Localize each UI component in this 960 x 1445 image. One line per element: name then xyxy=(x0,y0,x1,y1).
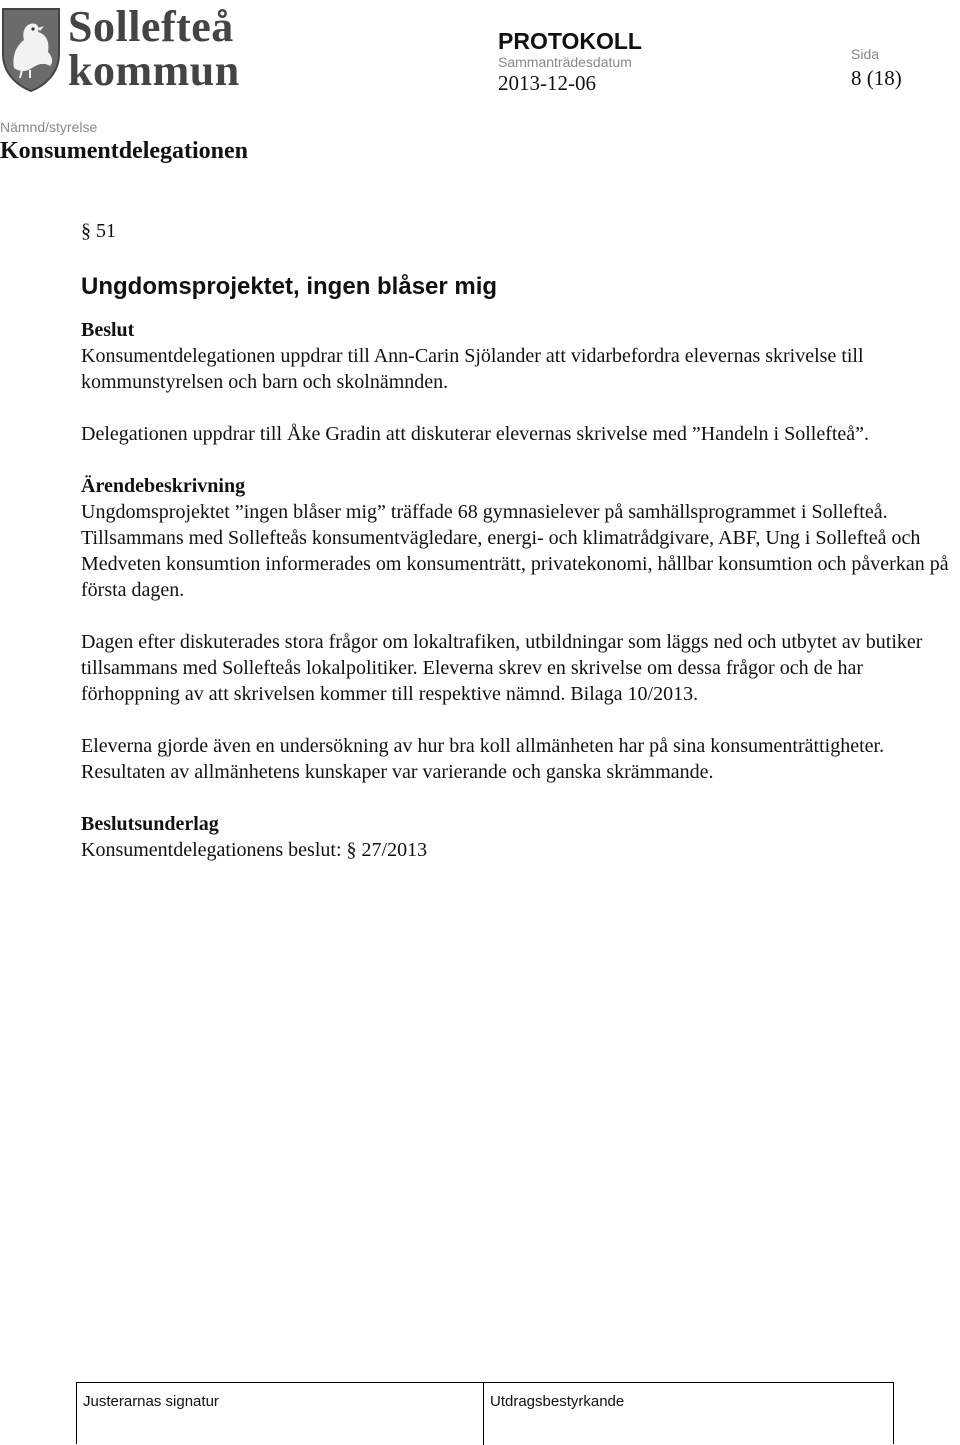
protocol-section xyxy=(81,216,960,863)
extract-label: Utdragsbestyrkande xyxy=(490,1393,625,1410)
basis-text: Konsumentdelegationens beslut: § 27/2013 xyxy=(81,839,428,861)
description-paragraph: Ungdomsprojektet ”ingen blåser mig” träffade 68 gymnasielever på samhällsprogrammet i Sollefteå. Tillsammans med Sollefteås konsumentvägledare, energi- och klimatrådgivare, ABF, Ung i Sollefteå och Medveten konsumtion informerades om konsumenträtt, privatekonomi, hållbar konsumtion och påverkan på första dagen. xyxy=(81,501,949,601)
section-title: Ungdomsprojektet, ingen blåser mig xyxy=(81,273,498,300)
description-paragraph: Eleverna gjorde även en undersökning av hur bra koll allmänheten har på sina konsumenträttigheter. Resultaten av allmänhetens kunskaper var varierande och ganska skrämmande. xyxy=(81,735,885,783)
signature-label: Justerarnas signatur xyxy=(83,1393,219,1410)
decision-paragraph: Konsumentdelegationen uppdrar till Ann-Carin Sjölander att vidarbefordra elevernas skrivelse till kommunstyrelsen och barn och skolnämnden. xyxy=(81,345,864,393)
footer-divider xyxy=(483,1383,484,1445)
logo-text-line1: Sollefteå xyxy=(68,2,234,51)
description-paragraph: Dagen efter diskuterades stora frågor om lokaltrafiken, utbildningar som läggs ned och utbytet av butiker tillsammans med Sollefteås lokalpolitiker. Eleverna skrev en skrivelse om dessa frågor och de har förhoppning av att skrivelsen kommer till respektive nämnd. Bilaga 10/2013. xyxy=(81,631,923,705)
municipality-logo xyxy=(0,0,260,100)
page-number: 8 (18) xyxy=(851,66,902,90)
signature-footer xyxy=(76,1382,894,1444)
board-name: Konsumentdelegationen xyxy=(0,138,249,164)
description-heading: Ärendebeskrivning xyxy=(81,475,246,497)
meeting-date: 2013-12-06 xyxy=(498,71,596,95)
decision-heading: Beslut xyxy=(81,319,135,341)
document-type: PROTOKOLL xyxy=(498,28,642,54)
paragraph-number: § 51 xyxy=(81,220,116,242)
meeting-date-label: Sammanträdesdatum xyxy=(498,54,632,70)
decision-paragraph: Delegationen uppdrar till Åke Gradin att diskuterar elevernas skrivelse med ”Handeln i Sollefteå”. xyxy=(81,423,870,445)
logo-text-line2: kommun xyxy=(68,46,240,95)
board-label: Nämnd/styrelse xyxy=(0,119,98,135)
coat-of-arms-icon xyxy=(0,6,62,92)
basis-heading: Beslutsunderlag xyxy=(81,813,219,835)
page-label: Sida xyxy=(851,46,880,62)
